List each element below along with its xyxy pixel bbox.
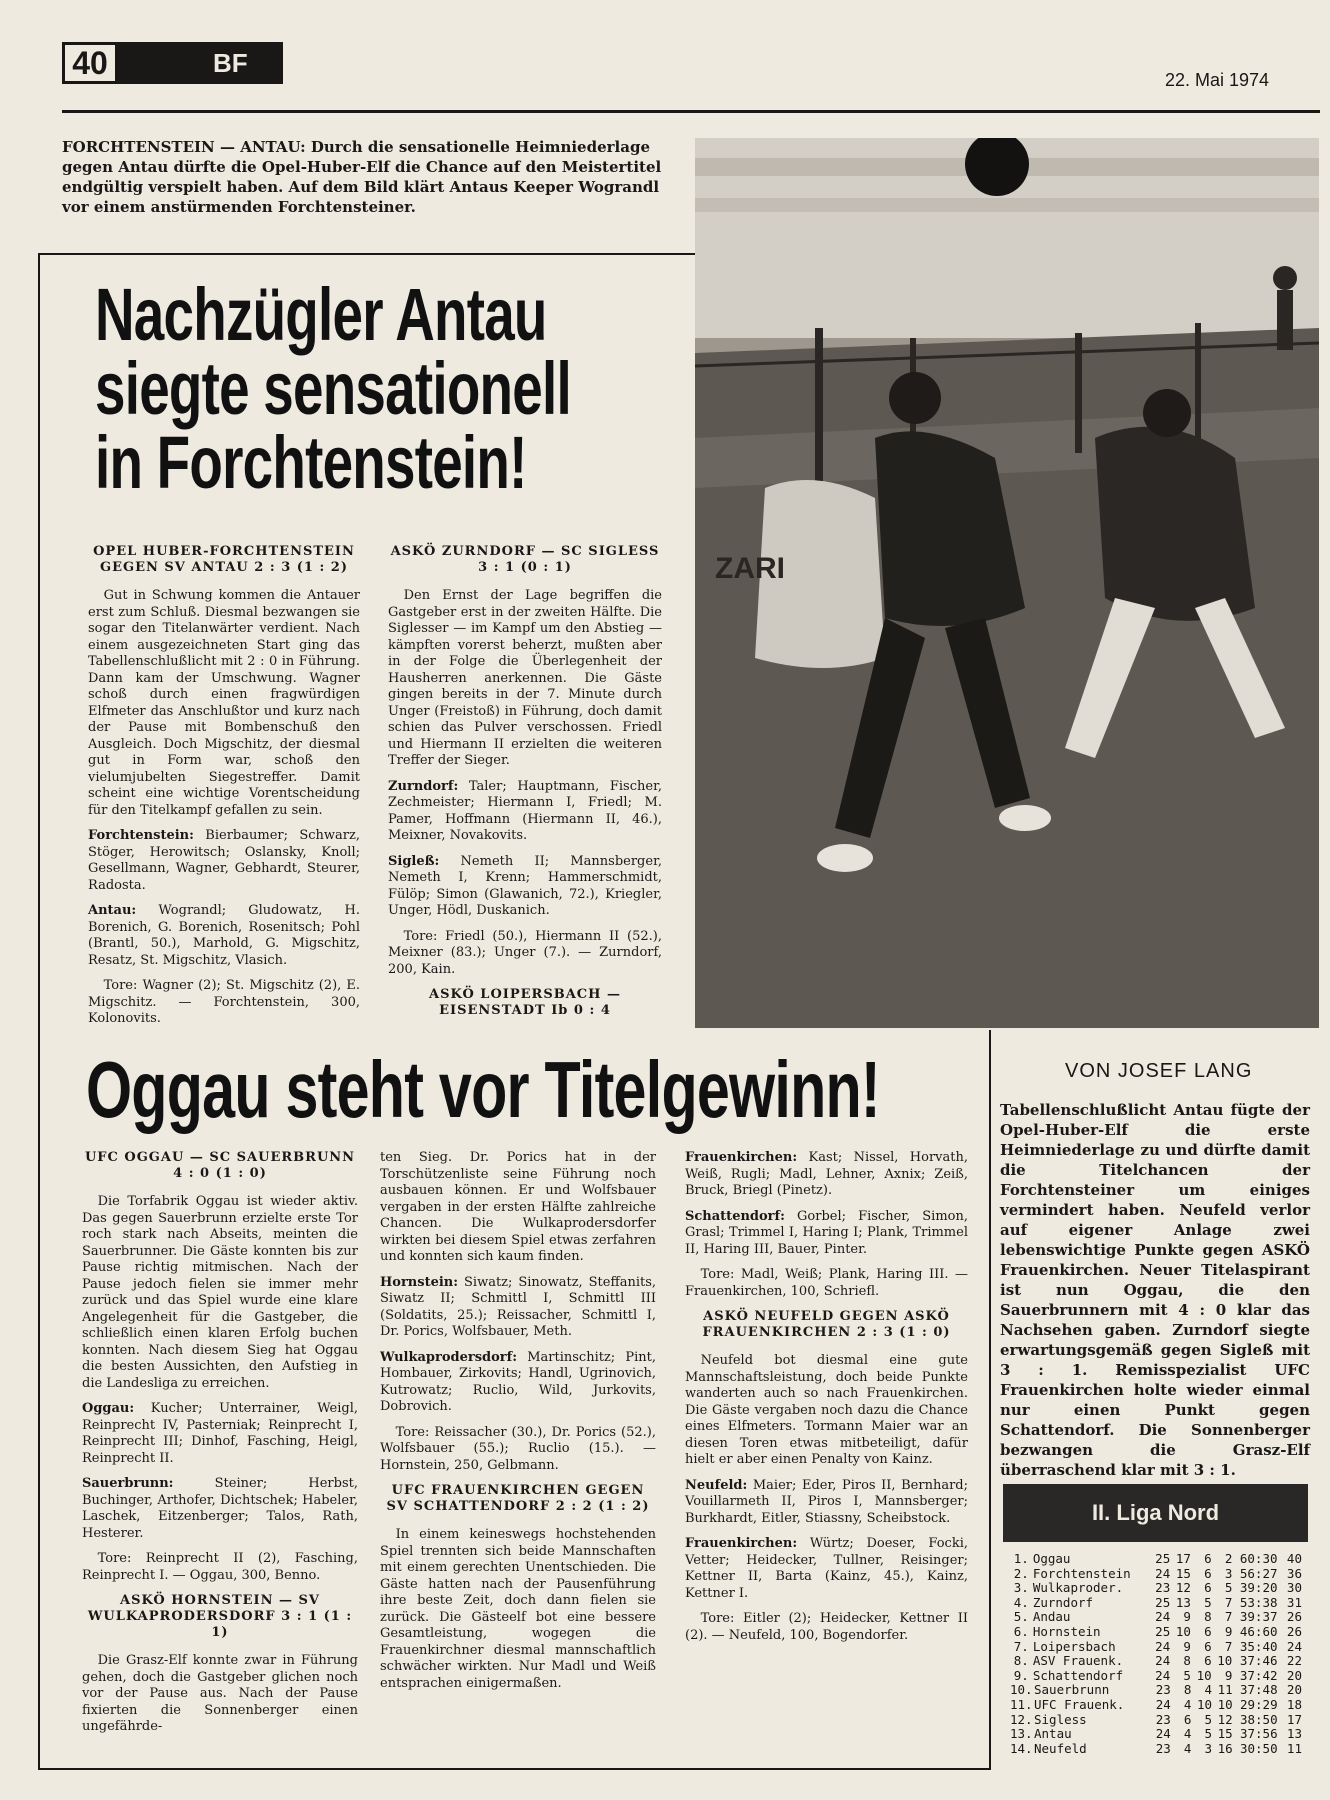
table-row [1010, 1567, 1302, 1582]
team-name: Sigleß: [388, 853, 440, 869]
table-row [1010, 1625, 1302, 1640]
match-heading: ASKÖ ZURNDORF — SC SIGLESS 3 : 1 (0 : 1) [390, 544, 660, 575]
article-frame-left [38, 253, 40, 1768]
table-cell-d: 6 [1204, 1565, 1212, 1581]
table-cell-w: 4 [1183, 1740, 1192, 1756]
goal-scorers: Tore: Wagner (2); St. Migschitz (2), E. Migschitz. — Forchtenstein, 300, Kolonovits. [88, 978, 360, 1026]
table-row [1010, 1640, 1302, 1655]
table-cell-team: Loipersbach [1032, 1639, 1116, 1654]
table-cell-l: 15 [1217, 1726, 1233, 1742]
table-row [1010, 1713, 1302, 1728]
goal-scorers: Tore: Reissacher (30.), Dr. Porics (52.), Wolfsbauer (55.); Ruclio (15.). — Hornstein, 250, Gelbmann. [380, 1424, 656, 1473]
table-cell-rank: 6. [1013, 1623, 1029, 1639]
team-name: Sauerbrunn: [82, 1476, 174, 1491]
headline-line: Nachzügler Antau [95, 273, 547, 356]
table-row [1010, 1610, 1302, 1625]
table-cell-w: 4 [1183, 1696, 1192, 1712]
table-cell-rank: 3. [1013, 1580, 1029, 1596]
table-cell-pts: 31 [1286, 1594, 1302, 1610]
table-cell-gp: 24 [1155, 1696, 1171, 1712]
table-cell-pts: 17 [1286, 1711, 1302, 1727]
match-heading: ASKÖ LOIPERSBACH — EISENSTADT Ib 0 : 4 [429, 987, 621, 1018]
table-cell-goals: 60:30 [1239, 1551, 1278, 1566]
table-cell-w: 9 [1183, 1609, 1191, 1625]
photo-caption: FORCHTENSTEIN — ANTAU: Durch die sensationelle Heimniederlage gegen Antau dürfte die Opel-Huber-Elf die Chance auf den Meistertitel endgültig verspielt haben. Auf dem Bild klärt Antaus Keeper Wograndl vor einem anstürmenden Forchtensteiner. [62, 138, 662, 216]
table-cell-d: 6 [1204, 1653, 1212, 1669]
table-cell-gp: 24 [1155, 1667, 1171, 1683]
match-report: Gut in Schwung kommen die Antauer erst zum Schluß. Diesmal bezwangen sie sogar den Titelanwärter verdient. Nach einem ausgezeichneten Start ging das Tabellenschlußlicht mit 2 : 0 in Führung. Dann kam der Umschwung. Wagner schoß durch einen fragwürdigen Elfmeter das Anschlußtor und kurz nach der Pause mit Bombenschuß den Ausgleich. Doch Migschitz, der diesmal gut in Form war, schoß den vielumjubelten Siegestreffer. Damit scheint eine wichtige Vorentscheidung für den Titelkampf gefallen zu sein. [88, 588, 360, 818]
table-cell-team: UFC Frauenk. [1034, 1697, 1125, 1712]
lineup [685, 1150, 968, 1200]
table-cell-goals: 38:50 [1239, 1711, 1278, 1727]
lineup-players: Würtz; Doeser, Focki, Vetter; Heidecker, Tullner, Reisinger; Kettner II, Barta (Kainz, 45.), Kainz, Kettner I. [685, 1536, 969, 1601]
table-cell-l: 9 [1224, 1623, 1233, 1639]
table-cell-gp: 25 [1155, 1551, 1171, 1566]
lineup-players: Siwatz; Sinowatz, Steffanits, Siwatz II; Schmittl I, Schmittl III (Soldatits, 25.); Reissacher, Schmittl I, Dr. Porics, Wolfsbauer, Meth. [380, 1274, 656, 1339]
commentary-text: Tabellenschlußlicht Antau fügte der Opel-Huber-Elf die erste Heimniederlage zu und dürfte damit die Titelchancen der Forchtensteiner um einiges vermindert haben. Neufeld verlor auf eigener Anlage zwei lebenswichtige Punkte gegen ASKÖ Frauenkirchen. Neuer Titelaspirant ist nun Oggau, die den Sauerbrunnern mit 4 : 0 klar das Nachsehen gaben. Zurndorf siegte erwartungsgemäß gegen Sigleß mit 3 : 1. Remisspezialist UFC Frauenkirchen holte wieder einmal nur einen Punkt gegen Schattendorf. Die Sonnenberger bezwangen die Grasz-Elf überraschend klar mit 3 : 1. [1000, 1101, 1310, 1479]
table-cell-d: 3 [1204, 1740, 1213, 1756]
table-cell-rank: 4. [1013, 1594, 1029, 1610]
article2-column-2 [380, 1150, 656, 1701]
table-cell-goals: 37:46 [1239, 1653, 1278, 1669]
table-cell-rank: 12. [1010, 1711, 1033, 1727]
lineup [88, 828, 360, 894]
standings-title: II. Liga Nord [1003, 1484, 1308, 1542]
table-cell-d: 10 [1196, 1667, 1212, 1683]
table-cell-pts: 30 [1286, 1580, 1302, 1596]
lineup [685, 1478, 968, 1528]
match-photo [695, 138, 1319, 1028]
table-cell-goals: 30:50 [1239, 1740, 1278, 1756]
table-cell-gp: 23 [1155, 1682, 1171, 1698]
table-cell-d: 8 [1204, 1609, 1212, 1625]
table-cell-w: 6 [1183, 1711, 1192, 1727]
table-cell-l: 7 [1224, 1594, 1233, 1610]
table-cell-gp: 23 [1155, 1580, 1171, 1596]
table-cell-l: 5 [1224, 1580, 1233, 1596]
lineup-players: Gorbel; Fischer, Simon, Grasl; Trimmel I, Haring I; Plank, Trimmel II, Haring III, Bauer, Pinter. [685, 1208, 968, 1257]
table-row [1010, 1552, 1302, 1567]
match-heading: OPEL HUBER-FORCHTENSTEIN GEGEN SV ANTAU 2 : 3 (1 : 2) [93, 544, 355, 575]
table-cell-w: 8 [1183, 1682, 1192, 1698]
table-cell-gp: 23 [1155, 1740, 1171, 1756]
table-cell-w: 15 [1175, 1565, 1191, 1581]
table-row [1010, 1683, 1302, 1698]
article-frame-right [989, 1030, 991, 1770]
match-heading: ASKÖ HORNSTEIN — SV WULKAPRODERSDORF 3 : 1 (1 : 1) [87, 1593, 353, 1640]
lineup-players: Steiner; Herbst, Buchinger, Arthofer, Dichtschek; Habeler, Laschek, Eitzenberger; Talos, Rath, Hesterer. [82, 1476, 358, 1541]
table-cell-l: 12 [1217, 1711, 1233, 1727]
article-frame-bottom [38, 1768, 991, 1770]
table-cell-goals: 56:27 [1239, 1565, 1278, 1581]
article1-column-1 [88, 544, 360, 1037]
lineup [388, 779, 662, 845]
match-heading: UFC FRAUENKIRCHEN GEGEN SV SCHATTENDORF 2 : 2 (1 : 2) [386, 1483, 650, 1514]
headline-line: siegte sensationell [95, 347, 571, 430]
table-cell-team: Hornstein [1032, 1624, 1101, 1639]
table-cell-d: 6 [1204, 1580, 1212, 1596]
byline: VON JOSEF LANG [1065, 1060, 1253, 1082]
table-cell-l: 3 [1224, 1565, 1233, 1581]
table-cell-w: 4 [1183, 1726, 1192, 1742]
lineup [388, 854, 662, 920]
table-row [1010, 1581, 1302, 1596]
standings-table [1010, 1552, 1302, 1756]
table-cell-d: 5 [1204, 1726, 1213, 1742]
table-cell-gp: 23 [1155, 1711, 1171, 1727]
table-cell-d: 6 [1204, 1551, 1212, 1566]
table-cell-pts: 20 [1286, 1682, 1302, 1698]
table-cell-l: 7 [1224, 1609, 1233, 1625]
table-cell-rank: 14. [1010, 1740, 1033, 1756]
headline-oggau: Oggau steht vor Titelgewinn! [86, 1045, 880, 1134]
match-heading: UFC OGGAU — SC SAUERBRUNN 4 : 0 (1 : 0) [84, 1150, 356, 1181]
table-cell-d: 6 [1204, 1623, 1212, 1639]
table-cell-rank: 13. [1010, 1726, 1033, 1742]
table-cell-gp: 24 [1155, 1638, 1171, 1654]
table-cell-l: 9 [1224, 1667, 1233, 1683]
table-cell-rank: 2. [1013, 1565, 1029, 1581]
table-cell-goals: 37:42 [1239, 1667, 1278, 1683]
table-cell-goals: 39:20 [1239, 1580, 1278, 1596]
table-cell-goals: 53:38 [1239, 1594, 1278, 1610]
table-cell-team: ASV Frauenk. [1032, 1654, 1124, 1669]
table-cell-goals: 37:56 [1239, 1726, 1278, 1742]
table-cell-pts: 22 [1286, 1653, 1302, 1669]
table-cell-pts: 11 [1286, 1740, 1302, 1756]
table-cell-goals: 35:40 [1239, 1638, 1278, 1654]
table-cell-rank: 5. [1013, 1609, 1029, 1625]
table-cell-goals: 46:60 [1239, 1623, 1278, 1639]
lineup-players: Kast; Nissel, Horvath, Weiß, Rugli; Madl, Lehner, Axnix; Zeiß, Bruck, Briegl (Pinetz). [685, 1150, 968, 1198]
table-cell-gp: 24 [1155, 1726, 1171, 1742]
headline-antau [95, 273, 571, 504]
table-cell-l: 16 [1217, 1740, 1233, 1756]
table-cell-pts: 18 [1286, 1696, 1302, 1712]
headline-line: in Forchtenstein! [95, 421, 527, 504]
article2-column-3 [685, 1150, 968, 1653]
match-report: Neufeld bot diesmal eine gute Mannschaftsleistung, doch beide Punkte wanderten auch so nach Frauenkirchen. Die Gäste vergaben noch dazu die Chance eines Elfmeters. Tormann Maier war an diesen Toren etwas mitbeteiligt, dafür hielt er aber einen Penalty von Kainz. [685, 1353, 968, 1467]
table-cell-l: 10 [1217, 1653, 1233, 1669]
table-cell-team: Sigless [1034, 1712, 1087, 1727]
table-row [1010, 1669, 1302, 1684]
lineup [82, 1476, 358, 1542]
table-cell-w: 12 [1175, 1580, 1191, 1596]
match-report: Die Torfabrik Oggau ist wieder aktiv. Das gegen Sauerbrunn erzielte erste Tor roch stark nach Abseits, meinten die Sauerbrunner. Die Gäste konnten bis zur Pause richtig mitmischen. Nach der Pause jedoch fielen sie immer mehr zurück und das Spiel wurde eine klare Angelegenheit für die Gastgeber, die schließlich einen klaren Erfolg buchen konnten. Nach diesem Sieg hat Oggau die besten Aussichten, den Aufstieg in die Landesliga zu erreichen. [82, 1194, 358, 1391]
table-cell-gp: 24 [1155, 1565, 1171, 1581]
table-cell-l: 11 [1217, 1682, 1233, 1698]
team-name: Wulkaprodersdorf: [380, 1349, 518, 1365]
goal-scorers: Tore: Friedl (50.), Hiermann II (52.), Meixner (83.); Unger (7.). — Zurndorf, 200, Kain. [388, 928, 662, 977]
table-cell-l: 7 [1224, 1638, 1233, 1654]
table-cell-team: Forchtenstein [1032, 1566, 1131, 1581]
table-cell-pts: 24 [1286, 1638, 1302, 1654]
table-cell-pts: 13 [1286, 1726, 1302, 1742]
lineup [685, 1209, 968, 1259]
table-cell-w: 13 [1175, 1594, 1191, 1610]
goal-scorers: Tore: Eitler (2); Heidecker, Kettner II (2). — Neufeld, 100, Bogendorfer. [685, 1611, 968, 1643]
header-rule [62, 110, 1320, 113]
table-cell-pts: 20 [1286, 1667, 1302, 1683]
table-cell-w: 9 [1183, 1638, 1191, 1654]
table-cell-pts: 26 [1286, 1609, 1302, 1625]
article2-column-1 [82, 1150, 358, 1745]
lineup [380, 1275, 656, 1341]
team-name: Antau: [88, 903, 137, 918]
goal-scorers: Tore: Reinprecht II (2), Fasching, Reinprecht I. — Oggau, 300, Benno. [82, 1551, 358, 1583]
team-name: Zurndorf: [388, 778, 459, 794]
lineup-players: Maier; Eder, Piros II, Bernhard; Vouillarmeth II, Piros I, Mannsberger; Burkhardt, Eitler, Stiassny, Scheibstock. [685, 1477, 968, 1526]
lineup [88, 903, 360, 969]
table-row [1010, 1596, 1302, 1611]
lineup [685, 1536, 968, 1602]
page-number: 40 [62, 42, 118, 84]
table-cell-d: 6 [1204, 1638, 1212, 1654]
table-row [1010, 1654, 1302, 1669]
lineup [82, 1401, 358, 1467]
table-cell-pts: 40 [1286, 1551, 1302, 1566]
team-name: Forchtenstein: [88, 828, 194, 843]
table-cell-team: Oggau [1032, 1552, 1071, 1566]
table-cell-w: 8 [1183, 1653, 1191, 1669]
match-heading: ASKÖ NEUFELD GEGEN ASKÖ FRAUENKIRCHEN 2 : 3 (1 : 0) [702, 1309, 951, 1340]
jersey-lettering: ZARI [715, 552, 785, 585]
table-cell-team: Wulkaproder. [1032, 1581, 1124, 1596]
lineup-players: Bierbaumer; Schwarz, Stöger, Herowitsch; Oslansky, Knoll; Gesellmann, Wagner, Gebhardt, Steurer, Radosta. [88, 828, 360, 893]
table-cell-pts: 26 [1286, 1623, 1302, 1639]
match-report: ten Sieg. Dr. Porics hat in der Torschützenliste seine Führung noch ausbauen können. Er und Wolfsbauer vergaben in der ersten Hälfte zahlreiche Chancen. Die Wulkaprodersdorfer wirkten bei diesem Spiel etwas zerfahren und konnten sich kaum finden. [380, 1150, 656, 1264]
table-cell-goals: 37:48 [1239, 1682, 1278, 1698]
table-cell-team: Antau [1034, 1727, 1072, 1742]
team-name: Frauenkirchen: [685, 1150, 798, 1165]
lineup-players: Taler; Hauptmann, Fischer, Zechmeister; Hiermann I, Friedl; M. Pamer, Hoffmann (Hiermann II, 46.), Meixner, Novakovits. [388, 778, 662, 843]
table-cell-d: 5 [1204, 1711, 1213, 1727]
photo-illustration [695, 138, 1319, 1028]
table-cell-team: Andau [1032, 1610, 1071, 1625]
table-cell-team: Schattendorf [1032, 1668, 1124, 1683]
table-cell-rank: 11. [1010, 1696, 1033, 1712]
table-cell-rank: 10. [1010, 1682, 1033, 1698]
article-frame-top [38, 253, 698, 255]
match-report: In einem keineswegs hochstehenden Spiel trennten sich beide Mannschaften mit einem gerechten Unentschieden. Die Gäste hatten nach der Pausenführung ihre beste Zeit, doch dann fielen sie zurück. Die Gästeelf bot eine bessere Gesamtleistung, wogegen die Frauenkirchner diesmal mannschaftlich schwächer wirkten. Nur Madl und Weiß entsprachen einigermaßen. [380, 1527, 656, 1691]
table-row [1010, 1698, 1302, 1713]
table-cell-gp: 24 [1155, 1653, 1171, 1669]
table-cell-d: 4 [1204, 1682, 1213, 1698]
article1-column-2 [388, 544, 662, 1031]
table-cell-w: 5 [1183, 1667, 1191, 1683]
issue-date: 22. Mai 1974 [1165, 70, 1270, 90]
table-cell-team: Neufeld [1034, 1741, 1087, 1756]
table-cell-rank: 8. [1013, 1653, 1029, 1669]
table-cell-l: 10 [1217, 1696, 1233, 1712]
team-name: Hornstein: [380, 1274, 459, 1290]
table-row [1010, 1742, 1302, 1757]
match-report: Den Ernst der Lage begriffen die Gastgeber erst in der zweiten Hälfte. Die Siglesser — im Kampf um den Abstieg — kämpften vorerst beherzt, mußten aber in der Folge die Überlegenheit der Hausherren anerkennen. Die Gäste gingen bereits in der 7. Minute durch Unger (Freistoß) in Führung, doch damit schien das Pulver verschossen. Friedl und Hiermann II erzielten die weiteren Treffer der Sieger. [388, 588, 662, 768]
table-cell-w: 17 [1175, 1551, 1191, 1566]
table-cell-goals: 29:29 [1239, 1696, 1278, 1712]
match-report: Die Grasz-Elf konnte zwar in Führung gehen, doch die Gastgeber glichen noch vor der Pause aus. Nach der Pause fixierten die Sonnenberger einen ungefährde- [82, 1653, 358, 1734]
table-cell-d: 5 [1204, 1594, 1212, 1610]
table-row [1010, 1727, 1302, 1742]
team-name: Oggau: [82, 1401, 135, 1416]
lineup [380, 1350, 656, 1416]
lineup-players: Wograndl; Gludowatz, H. Borenich, G. Borenich, Rosenitsch; Pohl (Brantl, 50.), Marhold, G. Migschitz, Resatz, St. Migschitz, Vlasich. [88, 903, 360, 968]
lineup-players: Kucher; Unterrainer, Weigl, Reinprecht IV, Pasterniak; Reinprecht I, Reinprecht III; Dinhof, Fasching, Heigl, Reinprecht II. [82, 1401, 358, 1466]
table-cell-rank: 1. [1013, 1551, 1029, 1566]
table-cell-gp: 25 [1155, 1594, 1171, 1610]
section-label: BF [118, 42, 283, 84]
team-name: Neufeld: [685, 1477, 748, 1493]
table-cell-rank: 7. [1013, 1638, 1029, 1654]
team-name: Frauenkirchen: [685, 1536, 798, 1551]
table-cell-gp: 25 [1155, 1623, 1171, 1639]
table-cell-gp: 24 [1155, 1609, 1171, 1625]
table-cell-w: 10 [1175, 1623, 1191, 1639]
table-cell-rank: 9. [1013, 1667, 1029, 1683]
lineup-players: Martinschitz; Pint, Hombauer, Zirkovits; Handl, Ugrinovich, Kutrowatz; Ruclio, Wild, Jurkovits, Dobrovich. [380, 1349, 656, 1414]
table-cell-l: 2 [1224, 1551, 1233, 1566]
table-cell-team: Sauerbrunn [1034, 1683, 1110, 1698]
goal-scorers: Tore: Madl, Weiß; Plank, Haring III. — Frauenkirchen, 100, Schriefl. [685, 1267, 968, 1299]
table-cell-d: 10 [1196, 1696, 1213, 1712]
lineup-players: Nemeth II; Mannsberger, Nemeth I, Krenn; Hammerschmidt, Fülöp; Simon (Glawanich, 72.), Kriegler, Unger, Hödl, Duskanich. [388, 853, 662, 918]
table-cell-goals: 39:37 [1239, 1609, 1278, 1625]
team-name: Schattendorf: [685, 1208, 785, 1224]
table-cell-pts: 36 [1286, 1565, 1302, 1581]
table-cell-team: Zurndorf [1032, 1595, 1094, 1610]
